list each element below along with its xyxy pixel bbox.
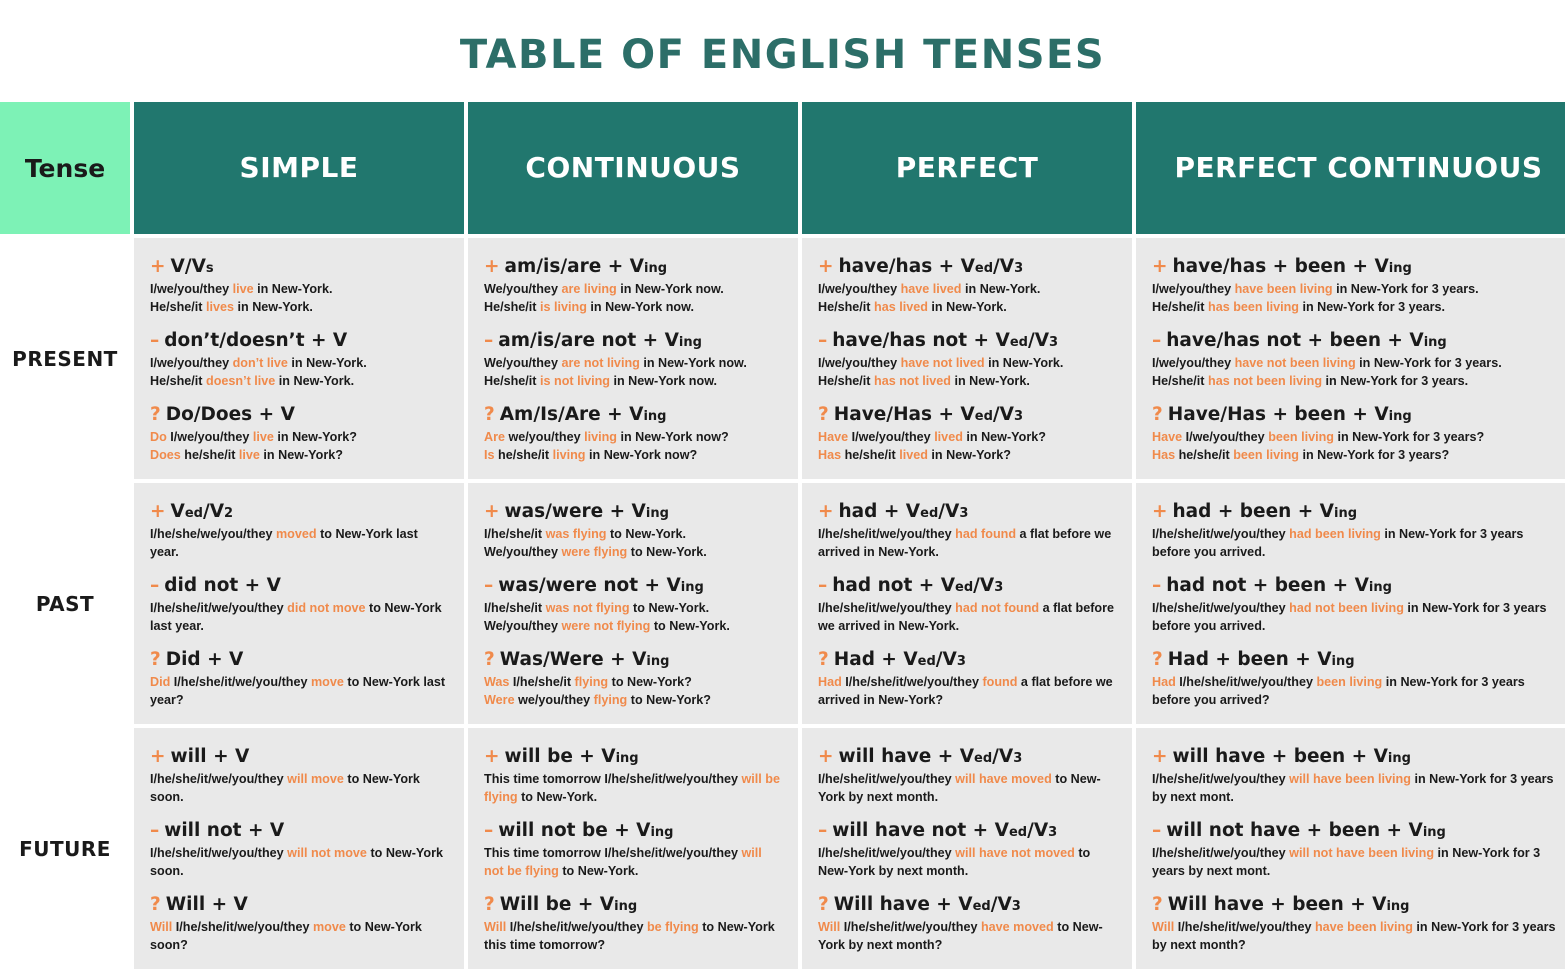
tense-formula: ? Had + Ved/V3 (818, 649, 966, 671)
tense-example: Did I/he/she/it/we/you/they move to New-York last year? (150, 675, 446, 708)
tense-block (818, 256, 1116, 317)
tense-example: I/he/she/it was flying to New-York. (484, 527, 687, 542)
cell-past-perfect (802, 483, 1132, 724)
tense-block (150, 575, 448, 636)
tense-sign: ? (1152, 894, 1163, 916)
tense-example: I/he/she/it/we/you/they had not found a flat before we arrived in New-York. (818, 601, 1114, 634)
tense-sign: ? (150, 649, 161, 671)
tense-formula: ? Am/Is/Are + Ving (484, 404, 667, 426)
tense-sign: + (484, 501, 500, 523)
tense-formula: – had not + been + Ving (1152, 575, 1392, 597)
tense-example: I/he/she/it/we/you/they had been living in New-York for 3 years before you arrived. (1152, 527, 1524, 560)
tense-sign: ? (818, 649, 829, 671)
tense-sign: – (150, 820, 160, 842)
tense-formula: + had + Ved/V3 (818, 501, 969, 523)
tense-block (150, 820, 448, 881)
tense-block (818, 330, 1116, 391)
tense-formula: ? Had + been + Ving (1152, 649, 1355, 671)
tense-block (1152, 404, 1565, 465)
tense-example: This time tomorrow I/he/she/it/we/you/they will not be flying to New-York. (484, 846, 762, 879)
tense-sign: ? (818, 894, 829, 916)
tense-sign: – (1152, 820, 1162, 842)
tense-formula: – am/is/are not + Ving (484, 330, 702, 352)
header-tense: Tense (0, 102, 130, 234)
tense-example: We/you/they are living in New-York now. (484, 282, 724, 297)
tense-block (1152, 256, 1565, 317)
tense-sign: – (1152, 330, 1162, 352)
tense-block (150, 501, 448, 562)
tense-example: I/he/she/we/you/they moved to New-York last year. (150, 527, 418, 560)
tense-formula: + have/has + Ved/V3 (818, 256, 1024, 277)
tense-block (818, 404, 1116, 465)
tense-formula: – was/were not + Ving (484, 575, 704, 597)
tense-example: I/we/you/they have not lived in New-York. (818, 356, 1064, 371)
tense-example: Will I/he/she/it/we/you/they move to New-York soon? (150, 920, 422, 953)
tense-example: I/he/she/it/we/you/they will have not moved to New-York by next month. (818, 846, 1091, 879)
tense-example: I/we/you/they have lived in New-York. (818, 282, 1041, 297)
tense-sign: – (150, 575, 160, 597)
row-label-past: PAST (0, 483, 130, 724)
tense-example: I/he/she/it/we/you/they did not move to New-York last year. (150, 601, 442, 634)
tense-sign: ? (484, 404, 495, 426)
tense-example: I/he/she/it/we/you/they will not move to New-York soon. (150, 846, 443, 879)
tense-block (1152, 330, 1565, 391)
tense-formula: ? Will have + Ved/V3 (818, 894, 1021, 916)
tense-formula: ? Will + V (150, 894, 248, 916)
tense-block (818, 575, 1116, 636)
tense-block (484, 330, 782, 391)
tense-formula: + will be + Ving (484, 746, 639, 768)
cell-present-continuous (468, 238, 798, 479)
tense-example: He/she/it has not been living in New-York for 3 years. (1152, 374, 1469, 389)
tense-example: We/you/they were flying to New-York. (484, 545, 707, 560)
tense-sign: + (484, 256, 500, 277)
tense-block (818, 894, 1116, 955)
tense-formula: – had not + Ved/V3 (818, 575, 1004, 597)
tense-example: He/she/it has been living in New-York for 3 years. (1152, 300, 1446, 315)
tense-example: He/she/it lives in New-York. (150, 300, 313, 315)
tense-sign: – (150, 330, 160, 352)
tense-sign: + (818, 501, 834, 523)
tense-sign: ? (818, 404, 829, 426)
tense-formula: – don’t/doesn’t + V (150, 330, 348, 352)
tense-example: I/we/you/they live in New-York. (150, 282, 333, 297)
tense-sign: + (150, 501, 166, 523)
tense-example: He/she/it is not living in New-York now. (484, 374, 718, 389)
tense-sign: – (818, 330, 828, 352)
tense-sign: – (818, 820, 828, 842)
tense-formula: + have/has + been + Ving (1152, 256, 1412, 277)
tense-example: I/we/you/they don’t live in New-York. (150, 356, 367, 371)
tense-example: He/she/it doesn’t live in New-York. (150, 374, 355, 389)
tense-sign: + (1152, 256, 1168, 277)
tense-formula: – will not have + been + Ving (1152, 820, 1446, 842)
tense-example: I/he/she/it was not flying to New-York. (484, 601, 710, 616)
tense-sign: + (150, 256, 166, 277)
tense-sign: ? (1152, 649, 1163, 671)
tenses-table (0, 102, 1565, 969)
tense-formula: ? Was/Were + Ving (484, 649, 670, 671)
tense-example: I/he/she/it/we/you/they will have moved to New-York by next month. (818, 772, 1101, 805)
tense-formula: ? Have/Has + been + Ving (1152, 404, 1412, 426)
tense-formula: + Ved/V2 (150, 501, 234, 523)
tense-example: Does he/she/it live in New-York? (150, 448, 343, 463)
tense-formula: ? Will be + Ving (484, 894, 638, 916)
tense-block (150, 404, 448, 465)
tense-formula: + will have + Ved/V3 (818, 746, 1023, 768)
tense-block (150, 330, 448, 391)
tense-block (818, 501, 1116, 562)
tense-example: Is he/she/it living in New-York now? (484, 448, 698, 463)
tense-sign: ? (150, 894, 161, 916)
tense-block (484, 404, 782, 465)
tense-formula: + V/Vs (150, 256, 214, 277)
tense-block (150, 256, 448, 317)
tense-block (818, 649, 1116, 710)
tense-sign: ? (484, 894, 495, 916)
tense-block (150, 649, 448, 710)
page-title: TABLE OF ENGLISH TENSES (459, 32, 1106, 78)
cell-present-simple (134, 238, 464, 479)
tense-example: He/she/it has lived in New-York. (818, 300, 1007, 315)
tense-sign: + (150, 746, 166, 768)
tense-example: Are we/you/they living in New-York now? (484, 430, 729, 445)
tense-example: Were we/you/they flying to New-York? (484, 693, 711, 708)
header-column-simple: SIMPLE (134, 102, 464, 234)
tense-example: Have I/we/you/they been living in New-York for 3 years? (1152, 430, 1485, 445)
header-column-perfect: PERFECT (802, 102, 1132, 234)
cell-past-perfect-continuous (1136, 483, 1565, 724)
tense-formula: + was/were + Ving (484, 501, 669, 523)
cell-past-continuous (468, 483, 798, 724)
tense-formula: – will have not + Ved/V3 (818, 820, 1058, 842)
tense-example: I/he/she/it/we/you/they will have been living in New-York for 3 years by next mont. (1152, 772, 1554, 805)
tense-sign: – (1152, 575, 1162, 597)
tense-sign: + (818, 256, 834, 277)
tense-block (1152, 820, 1565, 881)
tense-example: Has he/she/it lived in New-York? (818, 448, 1011, 463)
tense-example: Will I/he/she/it/we/you/they have been living in New-York for 3 years by next month? (1152, 920, 1556, 953)
tense-example: Will I/he/she/it/we/you/they have moved to New-York by next month? (818, 920, 1103, 953)
header-column-continuous: CONTINUOUS (468, 102, 798, 234)
tense-block (1152, 894, 1565, 955)
tense-block (484, 746, 782, 807)
tense-formula: ? Will have + been + Ving (1152, 894, 1410, 916)
tense-sign: – (818, 575, 828, 597)
tense-formula: ? Do/Does + V (150, 404, 295, 426)
tense-block (484, 256, 782, 317)
tense-formula: – will not be + Ving (484, 820, 674, 842)
tense-block (484, 575, 782, 636)
tense-block (1152, 649, 1565, 710)
tense-block (818, 746, 1116, 807)
tense-example: We/you/they are not living in New-York now. (484, 356, 747, 371)
tense-sign: – (484, 575, 494, 597)
row-label-present: PRESENT (0, 238, 130, 479)
tense-block (1152, 501, 1565, 562)
tense-example: I/he/she/it/we/you/they will not have been living in New-York for 3 years by next mont. (1152, 846, 1541, 879)
tense-block (484, 501, 782, 562)
tense-formula: – have/has not + been + Ving (1152, 330, 1447, 352)
tense-formula: + will + V (150, 746, 250, 768)
tense-sign: + (484, 746, 500, 768)
tense-formula: + had + been + Ving (1152, 501, 1358, 523)
tense-block (150, 746, 448, 807)
tense-example: Had I/he/she/it/we/you/they found a flat before we arrived in New-York? (818, 675, 1113, 708)
tense-example: I/we/you/they have been living in New-York for 3 years. (1152, 282, 1479, 297)
tense-example: Have I/we/you/they lived in New-York? (818, 430, 1046, 445)
tense-formula: ? Did + V (150, 649, 244, 671)
tense-formula: + will have + been + Ving (1152, 746, 1411, 768)
tense-example: Was I/he/she/it flying to New-York? (484, 675, 692, 690)
tense-formula: – did not + V (150, 575, 281, 597)
tense-formula: ? Have/Has + Ved/V3 (818, 404, 1023, 426)
tense-example: I/he/she/it/we/you/they had not been living in New-York for 3 years before you arrived. (1152, 601, 1547, 634)
tense-formula: – will not + V (150, 820, 285, 842)
tense-example: I/we/you/they have not been living in New-York for 3 years. (1152, 356, 1502, 371)
tense-example: He/she/it has not lived in New-York. (818, 374, 1030, 389)
tense-example: I/he/she/it/we/you/they had found a flat before we arrived in New-York. (818, 527, 1112, 560)
tense-block (818, 820, 1116, 881)
tense-sign: + (1152, 746, 1168, 768)
tense-sign: ? (1152, 404, 1163, 426)
tense-block (484, 894, 782, 955)
cell-future-continuous (468, 728, 798, 969)
tense-block (1152, 746, 1565, 807)
tense-example: This time tomorrow I/he/she/it/we/you/they will be flying to New-York. (484, 772, 781, 805)
tense-block (484, 820, 782, 881)
cell-future-simple (134, 728, 464, 969)
tense-formula: + am/is/are + Ving (484, 256, 668, 277)
tense-example: Do I/we/you/they live in New-York? (150, 430, 357, 445)
tense-example: I/he/she/it/we/you/they will move to New-York soon. (150, 772, 420, 805)
header-column-perfect-continuous: PERFECT CONTINUOUS (1136, 102, 1565, 234)
row-label-future: FUTURE (0, 728, 130, 969)
tense-example: Had I/he/she/it/we/you/they been living in New-York for 3 years before you arrived? (1152, 675, 1525, 708)
tense-sign: ? (150, 404, 161, 426)
tense-formula: – have/has not + Ved/V3 (818, 330, 1059, 352)
tense-sign: + (818, 746, 834, 768)
cell-future-perfect-continuous (1136, 728, 1565, 969)
cell-past-simple (134, 483, 464, 724)
tense-block (150, 894, 448, 955)
cell-present-perfect-continuous (1136, 238, 1565, 479)
tense-block (1152, 575, 1565, 636)
tense-block (484, 649, 782, 710)
tense-sign: ? (484, 649, 495, 671)
tense-example: Will I/he/she/it/we/you/they be flying to New-York this time tomorrow? (484, 920, 775, 953)
cell-present-perfect (802, 238, 1132, 479)
cell-future-perfect (802, 728, 1132, 969)
tense-sign: + (1152, 501, 1168, 523)
tense-example: Has he/she/it been living in New-York for 3 years? (1152, 448, 1450, 463)
tense-example: He/she/it is living in New-York now. (484, 300, 694, 315)
tense-sign: – (484, 820, 494, 842)
tense-example: We/you/they were not flying to New-York. (484, 619, 730, 634)
tense-sign: – (484, 330, 494, 352)
